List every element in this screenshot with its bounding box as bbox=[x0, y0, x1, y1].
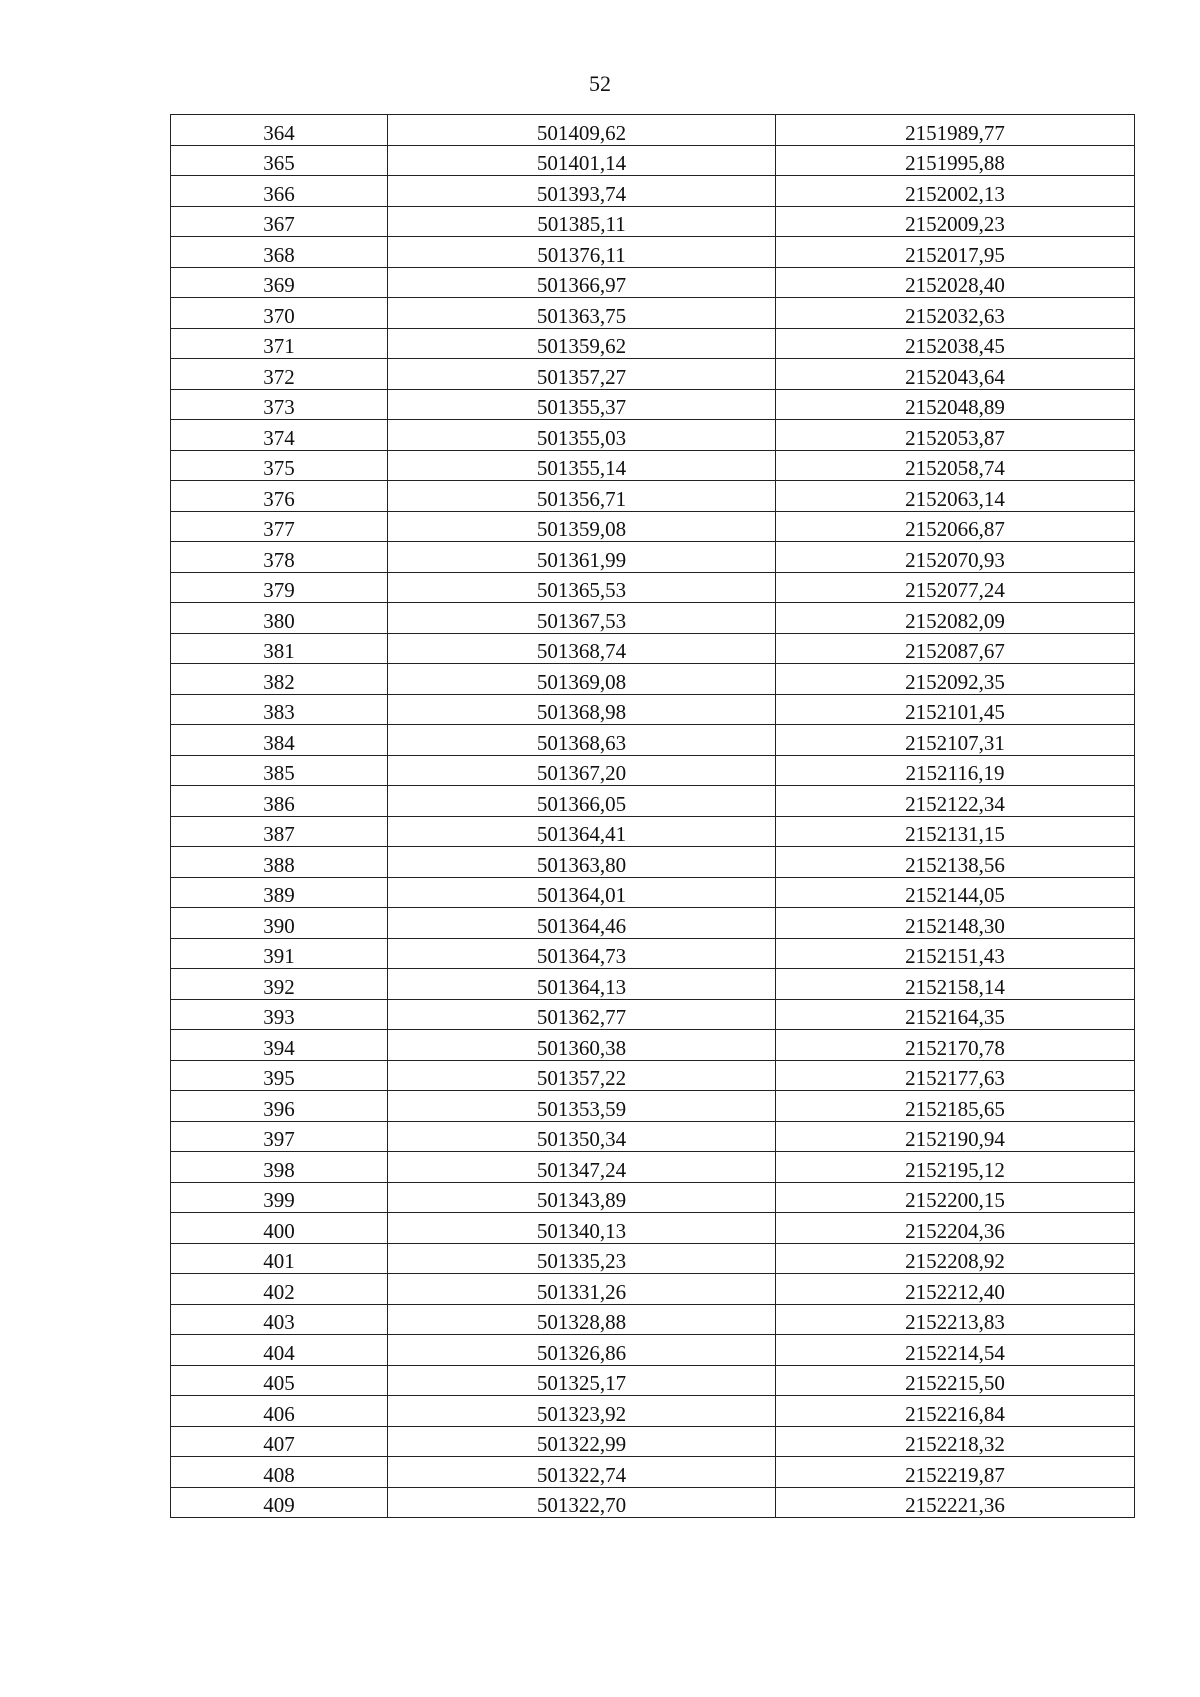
point-number-cell: 380 bbox=[171, 603, 388, 634]
table-row bbox=[171, 755, 1135, 786]
y-coordinate-cell: 2152144,05 bbox=[776, 877, 1135, 908]
x-coordinate-cell: 501323,92 bbox=[388, 1396, 776, 1427]
y-coordinate-cell: 2152195,12 bbox=[776, 1152, 1135, 1183]
y-coordinate-cell: 2152043,64 bbox=[776, 359, 1135, 390]
y-coordinate-cell: 2152028,40 bbox=[776, 267, 1135, 298]
table-row bbox=[171, 206, 1135, 237]
y-coordinate-cell: 2152214,54 bbox=[776, 1335, 1135, 1366]
y-coordinate-cell: 2152038,45 bbox=[776, 328, 1135, 359]
point-number-cell: 399 bbox=[171, 1182, 388, 1213]
table-row bbox=[171, 237, 1135, 268]
point-number-cell: 393 bbox=[171, 999, 388, 1030]
table-row bbox=[171, 633, 1135, 664]
table-row bbox=[171, 450, 1135, 481]
table-row bbox=[171, 1091, 1135, 1122]
table-row bbox=[171, 1182, 1135, 1213]
x-coordinate-cell: 501368,98 bbox=[388, 694, 776, 725]
point-number-cell: 378 bbox=[171, 542, 388, 573]
table-row bbox=[171, 847, 1135, 878]
coordinates-table bbox=[170, 114, 1135, 1518]
y-coordinate-cell: 2152200,15 bbox=[776, 1182, 1135, 1213]
point-number-cell: 375 bbox=[171, 450, 388, 481]
x-coordinate-cell: 501369,08 bbox=[388, 664, 776, 695]
point-number-cell: 400 bbox=[171, 1213, 388, 1244]
table-row bbox=[171, 389, 1135, 420]
x-coordinate-cell: 501343,89 bbox=[388, 1182, 776, 1213]
point-number-cell: 389 bbox=[171, 877, 388, 908]
x-coordinate-cell: 501362,77 bbox=[388, 999, 776, 1030]
y-coordinate-cell: 2152208,92 bbox=[776, 1243, 1135, 1274]
x-coordinate-cell: 501356,71 bbox=[388, 481, 776, 512]
y-coordinate-cell: 2152009,23 bbox=[776, 206, 1135, 237]
y-coordinate-cell: 2152151,43 bbox=[776, 938, 1135, 969]
table-row bbox=[171, 1152, 1135, 1183]
point-number-cell: 377 bbox=[171, 511, 388, 542]
point-number-cell: 392 bbox=[171, 969, 388, 1000]
point-number-cell: 366 bbox=[171, 176, 388, 207]
y-coordinate-cell: 2151995,88 bbox=[776, 145, 1135, 176]
point-number-cell: 364 bbox=[171, 115, 388, 146]
x-coordinate-cell: 501359,08 bbox=[388, 511, 776, 542]
point-number-cell: 369 bbox=[171, 267, 388, 298]
y-coordinate-cell: 2152216,84 bbox=[776, 1396, 1135, 1427]
table-row bbox=[171, 1426, 1135, 1457]
point-number-cell: 372 bbox=[171, 359, 388, 390]
table-row bbox=[171, 176, 1135, 207]
y-coordinate-cell: 2152212,40 bbox=[776, 1274, 1135, 1305]
point-number-cell: 391 bbox=[171, 938, 388, 969]
point-number-cell: 382 bbox=[171, 664, 388, 695]
x-coordinate-cell: 501366,97 bbox=[388, 267, 776, 298]
table-row bbox=[171, 572, 1135, 603]
y-coordinate-cell: 2152148,30 bbox=[776, 908, 1135, 939]
point-number-cell: 403 bbox=[171, 1304, 388, 1335]
table-row bbox=[171, 999, 1135, 1030]
table-row bbox=[171, 1396, 1135, 1427]
x-coordinate-cell: 501361,99 bbox=[388, 542, 776, 573]
x-coordinate-cell: 501409,62 bbox=[388, 115, 776, 146]
y-coordinate-cell: 2152082,09 bbox=[776, 603, 1135, 634]
table-row bbox=[171, 1274, 1135, 1305]
x-coordinate-cell: 501365,53 bbox=[388, 572, 776, 603]
table-row bbox=[171, 542, 1135, 573]
y-coordinate-cell: 2152158,14 bbox=[776, 969, 1135, 1000]
point-number-cell: 402 bbox=[171, 1274, 388, 1305]
table-row bbox=[171, 1213, 1135, 1244]
x-coordinate-cell: 501360,38 bbox=[388, 1030, 776, 1061]
y-coordinate-cell: 2152032,63 bbox=[776, 298, 1135, 329]
y-coordinate-cell: 2152092,35 bbox=[776, 664, 1135, 695]
x-coordinate-cell: 501367,53 bbox=[388, 603, 776, 634]
x-coordinate-cell: 501328,88 bbox=[388, 1304, 776, 1335]
table-row bbox=[171, 420, 1135, 451]
x-coordinate-cell: 501340,13 bbox=[388, 1213, 776, 1244]
y-coordinate-cell: 2152138,56 bbox=[776, 847, 1135, 878]
table-row bbox=[171, 816, 1135, 847]
x-coordinate-cell: 501326,86 bbox=[388, 1335, 776, 1366]
x-coordinate-cell: 501364,46 bbox=[388, 908, 776, 939]
x-coordinate-cell: 501368,74 bbox=[388, 633, 776, 664]
y-coordinate-cell: 2152063,14 bbox=[776, 481, 1135, 512]
table-row bbox=[171, 1457, 1135, 1488]
x-coordinate-cell: 501355,37 bbox=[388, 389, 776, 420]
x-coordinate-cell: 501376,11 bbox=[388, 237, 776, 268]
y-coordinate-cell: 2152002,13 bbox=[776, 176, 1135, 207]
table-row bbox=[171, 511, 1135, 542]
x-coordinate-cell: 501322,74 bbox=[388, 1457, 776, 1488]
x-coordinate-cell: 501393,74 bbox=[388, 176, 776, 207]
y-coordinate-cell: 2152190,94 bbox=[776, 1121, 1135, 1152]
x-coordinate-cell: 501364,01 bbox=[388, 877, 776, 908]
table-row bbox=[171, 1365, 1135, 1396]
point-number-cell: 371 bbox=[171, 328, 388, 359]
point-number-cell: 405 bbox=[171, 1365, 388, 1396]
table-row bbox=[171, 481, 1135, 512]
y-coordinate-cell: 2151989,77 bbox=[776, 115, 1135, 146]
y-coordinate-cell: 2152131,15 bbox=[776, 816, 1135, 847]
table-row bbox=[171, 145, 1135, 176]
x-coordinate-cell: 501355,03 bbox=[388, 420, 776, 451]
table-row bbox=[171, 786, 1135, 817]
coordinates-table-body bbox=[171, 115, 1135, 1518]
table-row bbox=[171, 1243, 1135, 1274]
table-row bbox=[171, 1304, 1135, 1335]
y-coordinate-cell: 2152087,67 bbox=[776, 633, 1135, 664]
x-coordinate-cell: 501366,05 bbox=[388, 786, 776, 817]
x-coordinate-cell: 501363,80 bbox=[388, 847, 776, 878]
x-coordinate-cell: 501350,34 bbox=[388, 1121, 776, 1152]
table-row bbox=[171, 725, 1135, 756]
y-coordinate-cell: 2152017,95 bbox=[776, 237, 1135, 268]
y-coordinate-cell: 2152101,45 bbox=[776, 694, 1135, 725]
y-coordinate-cell: 2152221,36 bbox=[776, 1487, 1135, 1518]
point-number-cell: 381 bbox=[171, 633, 388, 664]
table-row bbox=[171, 1335, 1135, 1366]
table-row bbox=[171, 298, 1135, 329]
table-row bbox=[171, 1121, 1135, 1152]
y-coordinate-cell: 2152215,50 bbox=[776, 1365, 1135, 1396]
table-row bbox=[171, 969, 1135, 1000]
point-number-cell: 397 bbox=[171, 1121, 388, 1152]
y-coordinate-cell: 2152070,93 bbox=[776, 542, 1135, 573]
x-coordinate-cell: 501364,13 bbox=[388, 969, 776, 1000]
y-coordinate-cell: 2152048,89 bbox=[776, 389, 1135, 420]
point-number-cell: 383 bbox=[171, 694, 388, 725]
x-coordinate-cell: 501347,24 bbox=[388, 1152, 776, 1183]
point-number-cell: 367 bbox=[171, 206, 388, 237]
page-number: 52 bbox=[589, 71, 611, 96]
x-coordinate-cell: 501364,73 bbox=[388, 938, 776, 969]
x-coordinate-cell: 501357,22 bbox=[388, 1060, 776, 1091]
x-coordinate-cell: 501353,59 bbox=[388, 1091, 776, 1122]
y-coordinate-cell: 2152058,74 bbox=[776, 450, 1135, 481]
table-row bbox=[171, 328, 1135, 359]
point-number-cell: 390 bbox=[171, 908, 388, 939]
table-row bbox=[171, 1060, 1135, 1091]
y-coordinate-cell: 2152122,34 bbox=[776, 786, 1135, 817]
point-number-cell: 384 bbox=[171, 725, 388, 756]
y-coordinate-cell: 2152164,35 bbox=[776, 999, 1135, 1030]
table-row bbox=[171, 359, 1135, 390]
point-number-cell: 370 bbox=[171, 298, 388, 329]
y-coordinate-cell: 2152218,32 bbox=[776, 1426, 1135, 1457]
point-number-cell: 385 bbox=[171, 755, 388, 786]
point-number-cell: 401 bbox=[171, 1243, 388, 1274]
y-coordinate-cell: 2152219,87 bbox=[776, 1457, 1135, 1488]
point-number-cell: 408 bbox=[171, 1457, 388, 1488]
point-number-cell: 404 bbox=[171, 1335, 388, 1366]
x-coordinate-cell: 501331,26 bbox=[388, 1274, 776, 1305]
x-coordinate-cell: 501335,23 bbox=[388, 1243, 776, 1274]
point-number-cell: 394 bbox=[171, 1030, 388, 1061]
point-number-cell: 395 bbox=[171, 1060, 388, 1091]
y-coordinate-cell: 2152116,19 bbox=[776, 755, 1135, 786]
table-row bbox=[171, 115, 1135, 146]
point-number-cell: 374 bbox=[171, 420, 388, 451]
point-number-cell: 388 bbox=[171, 847, 388, 878]
y-coordinate-cell: 2152177,63 bbox=[776, 1060, 1135, 1091]
table-row bbox=[171, 694, 1135, 725]
x-coordinate-cell: 501325,17 bbox=[388, 1365, 776, 1396]
point-number-cell: 376 bbox=[171, 481, 388, 512]
y-coordinate-cell: 2152213,83 bbox=[776, 1304, 1135, 1335]
table-row bbox=[171, 267, 1135, 298]
point-number-cell: 379 bbox=[171, 572, 388, 603]
table-row bbox=[171, 1030, 1135, 1061]
point-number-cell: 368 bbox=[171, 237, 388, 268]
point-number-cell: 373 bbox=[171, 389, 388, 420]
table-row bbox=[171, 877, 1135, 908]
y-coordinate-cell: 2152170,78 bbox=[776, 1030, 1135, 1061]
x-coordinate-cell: 501357,27 bbox=[388, 359, 776, 390]
point-number-cell: 407 bbox=[171, 1426, 388, 1457]
point-number-cell: 365 bbox=[171, 145, 388, 176]
point-number-cell: 396 bbox=[171, 1091, 388, 1122]
x-coordinate-cell: 501363,75 bbox=[388, 298, 776, 329]
y-coordinate-cell: 2152077,24 bbox=[776, 572, 1135, 603]
y-coordinate-cell: 2152204,36 bbox=[776, 1213, 1135, 1244]
y-coordinate-cell: 2152185,65 bbox=[776, 1091, 1135, 1122]
table-row bbox=[171, 664, 1135, 695]
x-coordinate-cell: 501322,70 bbox=[388, 1487, 776, 1518]
y-coordinate-cell: 2152107,31 bbox=[776, 725, 1135, 756]
point-number-cell: 406 bbox=[171, 1396, 388, 1427]
table-row bbox=[171, 908, 1135, 939]
x-coordinate-cell: 501401,14 bbox=[388, 145, 776, 176]
point-number-cell: 398 bbox=[171, 1152, 388, 1183]
x-coordinate-cell: 501368,63 bbox=[388, 725, 776, 756]
y-coordinate-cell: 2152066,87 bbox=[776, 511, 1135, 542]
x-coordinate-cell: 501367,20 bbox=[388, 755, 776, 786]
table-row bbox=[171, 938, 1135, 969]
y-coordinate-cell: 2152053,87 bbox=[776, 420, 1135, 451]
point-number-cell: 387 bbox=[171, 816, 388, 847]
x-coordinate-cell: 501355,14 bbox=[388, 450, 776, 481]
point-number-cell: 386 bbox=[171, 786, 388, 817]
point-number-cell: 409 bbox=[171, 1487, 388, 1518]
table-row bbox=[171, 1487, 1135, 1518]
x-coordinate-cell: 501359,62 bbox=[388, 328, 776, 359]
x-coordinate-cell: 501385,11 bbox=[388, 206, 776, 237]
table-row bbox=[171, 603, 1135, 634]
x-coordinate-cell: 501322,99 bbox=[388, 1426, 776, 1457]
x-coordinate-cell: 501364,41 bbox=[388, 816, 776, 847]
